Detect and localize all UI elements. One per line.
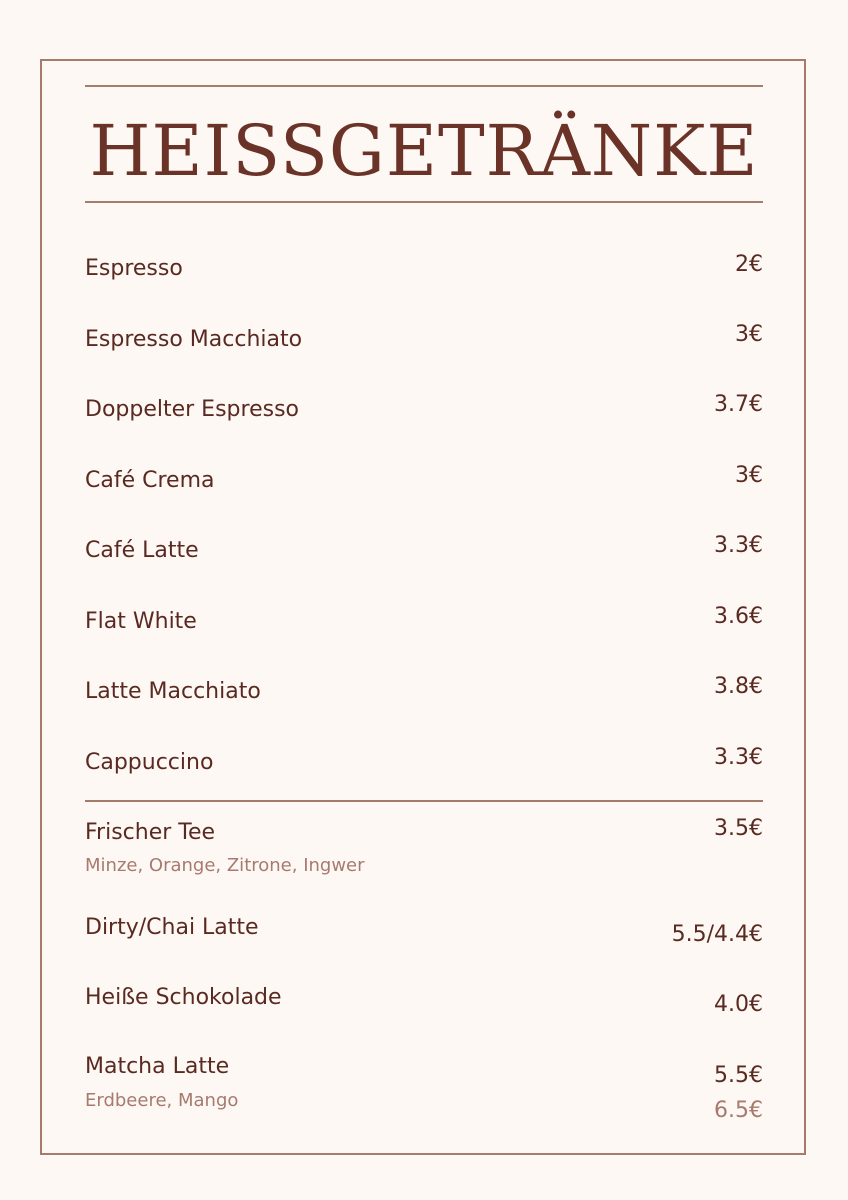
item-price-espresso: 2€ bbox=[735, 252, 763, 277]
item-price-cafe-crema: 3€ bbox=[735, 463, 763, 488]
title-bottom-rule bbox=[85, 201, 763, 203]
title-top-rule bbox=[85, 85, 763, 87]
item-name-cappuccino: Cappuccino bbox=[85, 750, 214, 775]
item-price-doppelter-espresso: 3.7€ bbox=[714, 392, 763, 417]
item-price-espresso-macchiato: 3€ bbox=[735, 322, 763, 347]
item-subtitle-frischer-tee: Minze, Orange, Zitrone, Ingwer bbox=[85, 855, 365, 876]
item-name-espresso-macchiato: Espresso Macchiato bbox=[85, 327, 303, 352]
item-name-latte-macchiato: Latte Macchiato bbox=[85, 679, 261, 704]
item-price-matcha-latte: 5.5€ bbox=[714, 1063, 763, 1088]
item-price-heisse-schokolade: 4.0€ bbox=[714, 992, 763, 1017]
item-name-espresso: Espresso bbox=[85, 256, 183, 281]
item-name-matcha-latte: Matcha Latte bbox=[85, 1054, 230, 1079]
item-name-cafe-latte: Café Latte bbox=[85, 538, 199, 563]
item-name-heisse-schokolade: Heiße Schokolade bbox=[85, 985, 282, 1010]
item-name-flat-white: Flat White bbox=[85, 609, 197, 634]
item-price-flat-white: 3.6€ bbox=[714, 604, 763, 629]
item-name-dirty-chai-latte: Dirty/Chai Latte bbox=[85, 915, 259, 940]
item-price-variant-matcha-latte: 6.5€ bbox=[714, 1098, 763, 1123]
item-price-cafe-latte: 3.3€ bbox=[714, 533, 763, 558]
item-price-dirty-chai-latte: 5.5/4.4€ bbox=[671, 922, 763, 947]
section-divider bbox=[85, 800, 763, 802]
item-subtitle-matcha-latte: Erdbeere, Mango bbox=[85, 1090, 239, 1111]
item-price-latte-macchiato: 3.8€ bbox=[714, 674, 763, 699]
item-name-cafe-crema: Café Crema bbox=[85, 468, 215, 493]
menu-title: HEISSGETRÄNKE bbox=[89, 110, 759, 192]
item-name-doppelter-espresso: Doppelter Espresso bbox=[85, 397, 299, 422]
item-name-frischer-tee: Frischer Tee bbox=[85, 820, 216, 845]
item-price-frischer-tee: 3.5€ bbox=[714, 816, 763, 841]
item-price-cappuccino: 3.3€ bbox=[714, 745, 763, 770]
